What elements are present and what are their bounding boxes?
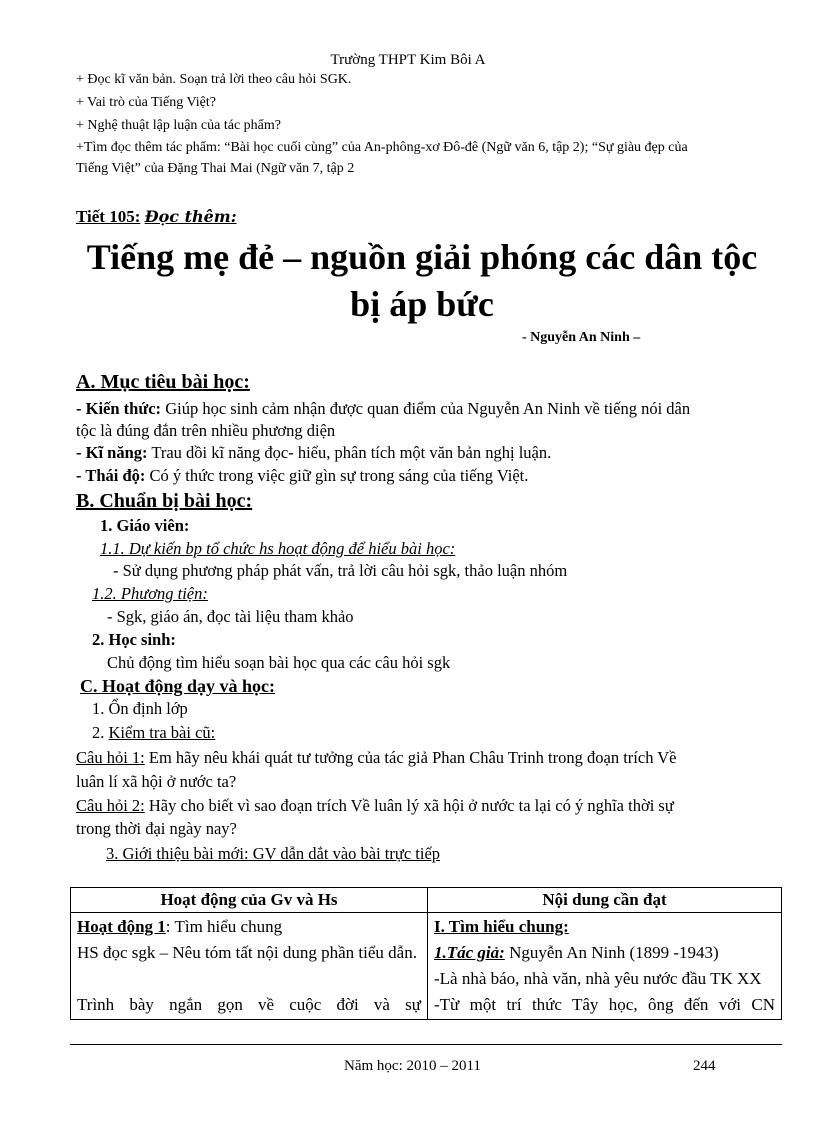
lesson-label: [76, 207, 237, 227]
step-3: [106, 844, 440, 864]
means-text: - Sgk, giáo án, đọc tài liệu tham khảo: [107, 607, 354, 626]
activity-cell: [71, 913, 428, 1020]
question-2-text-cont: trong thời đại ngày nay?: [76, 819, 237, 838]
attitude-text: Có ý thức trong việc giữ gìn sự trong sáng của tiếng Việt.: [145, 466, 529, 485]
question-2: [76, 796, 674, 816]
student-heading: 2. Học sinh:: [92, 630, 176, 649]
content-heading: I. Tìm hiểu chung:: [434, 917, 569, 936]
section-b-heading: B. Chuẩn bị bài học:: [76, 490, 253, 512]
student-text: Chủ động tìm hiểu soạn bài học qua các câu hỏi sgk: [107, 653, 451, 672]
teacher-heading: 1. Giáo viên:: [100, 516, 190, 535]
knowledge-text-cont: tộc là đúng đắn trên nhiều phương diện: [76, 421, 336, 440]
knowledge-text: Giúp học sinh cảm nhận được quan điểm của Nguyễn An Ninh về tiếng nói dân: [161, 399, 691, 418]
activity-line-1: HS đọc sgk – Nêu tóm tất nội dung phần tiểu dẫn.: [77, 943, 417, 962]
table-row: [71, 913, 782, 1020]
activity-heading: [77, 914, 421, 940]
step-1: 1. Ổn định lớp: [92, 699, 188, 718]
knowledge-line: [76, 399, 690, 419]
footer-year: Năm học: 2010 – 2011: [344, 1058, 481, 1074]
skill-text: Trau dồi kĩ năng đọc- hiểu, phân tích một văn bản nghị luận.: [147, 443, 552, 462]
col-header-content: Nội dung cần đạt: [428, 888, 782, 913]
plan-text: - Sử dụng phương pháp phát vấn, trả lời câu hỏi sgk, thảo luận nhóm: [113, 561, 568, 580]
author-label: 1.Tác giả:: [434, 943, 505, 962]
content-line-1: -Là nhà báo, nhà văn, nhà yêu nước đầu TK XX: [434, 969, 762, 988]
lesson-table: [70, 887, 782, 1020]
plan-heading: 1.1. Dự kiến bp tổ chức hs hoạt động để hiểu bài học:: [100, 539, 456, 558]
question-1-text: Em hãy nêu khái quát tư tưởng của tác giả Phan Châu Trinh trong đoạn trích Về: [144, 748, 677, 767]
lesson-number: Tiết 105:: [76, 207, 141, 226]
lesson-type: Đọc thêm:: [144, 207, 237, 226]
knowledge-label: - Kiến thức:: [76, 399, 162, 418]
prep-item: + Nghệ thuật lập luận của tác phẩm?: [76, 118, 281, 133]
author-text: Nguyễn An Ninh (1899 -1943): [504, 943, 719, 962]
page-number: 244: [693, 1058, 716, 1074]
prep-item: Tiếng Việt” của Đặng Thai Mai (Ngữ văn 7, tập 2: [76, 161, 355, 176]
activity-line-2: Trình bày ngắn gọn về cuộc đời và sự: [77, 995, 421, 1014]
page-title-line1: Tiếng mẹ đẻ – nguồn giải phóng các dân tộc: [86, 237, 758, 277]
attitude-line: [76, 466, 528, 486]
school-header: Trường THPT Kim Bôi A: [330, 52, 486, 68]
step-2: [92, 723, 215, 743]
question-1: [76, 748, 677, 768]
page-title-line2: bị áp bức: [350, 284, 494, 324]
attitude-label: - Thái độ:: [76, 466, 146, 485]
step-2-label: Kiểm tra bài cũ:: [108, 723, 216, 742]
activity-label: Hoạt động 1: [77, 917, 166, 936]
section-a-heading: A. Mục tiêu bài học:: [76, 371, 250, 393]
question-1-text-cont: luân lí xã hội ở nước ta?: [76, 772, 237, 791]
content-line-2: -Từ một trí thức Tây học, ông đến với CN: [434, 995, 775, 1014]
author-name: - Nguyễn An Ninh –: [522, 330, 641, 345]
table-bottom-border: [70, 1044, 782, 1045]
section-c-heading: C. Hoạt động dạy và học:: [80, 676, 276, 696]
spacer: [77, 966, 421, 992]
skill-line: [76, 443, 551, 463]
skill-label: - Kĩ năng:: [76, 443, 148, 462]
author-line: [434, 940, 775, 966]
table-header-row: [71, 888, 782, 913]
step-3-label: 3. Giới thiệu bài mới:: [106, 844, 249, 863]
prep-item: + Đọc kĩ văn bản. Soạn trả lời theo câu hỏi SGK.: [76, 72, 352, 87]
prep-item: +Tìm đọc thêm tác phẩm: “Bài học cuối cùng” của An-phông-xơ Đô-đê (Ngữ văn 6, tập 2); “Sự giàu đẹp của: [76, 140, 688, 155]
means-heading: 1.2. Phương tiện:: [92, 584, 208, 603]
col-header-activities: Hoạt động của Gv và Hs: [71, 888, 428, 913]
step-2-number: 2.: [92, 723, 105, 742]
question-2-label: Câu hỏi 2:: [76, 796, 145, 815]
prep-item: + Vai trò của Tiếng Việt?: [76, 95, 216, 110]
content-cell: [428, 913, 782, 1020]
step-3-text: GV dẫn dắt vào bài trực tiếp: [248, 844, 441, 863]
question-1-label: Câu hỏi 1:: [76, 748, 145, 767]
activity-text: : Tìm hiểu chung: [165, 917, 283, 936]
question-2-text: Hãy cho biết vì sao đoạn trích Về luân lý xã hội ở nước ta lại có ý nghĩa thời sự: [144, 796, 674, 815]
